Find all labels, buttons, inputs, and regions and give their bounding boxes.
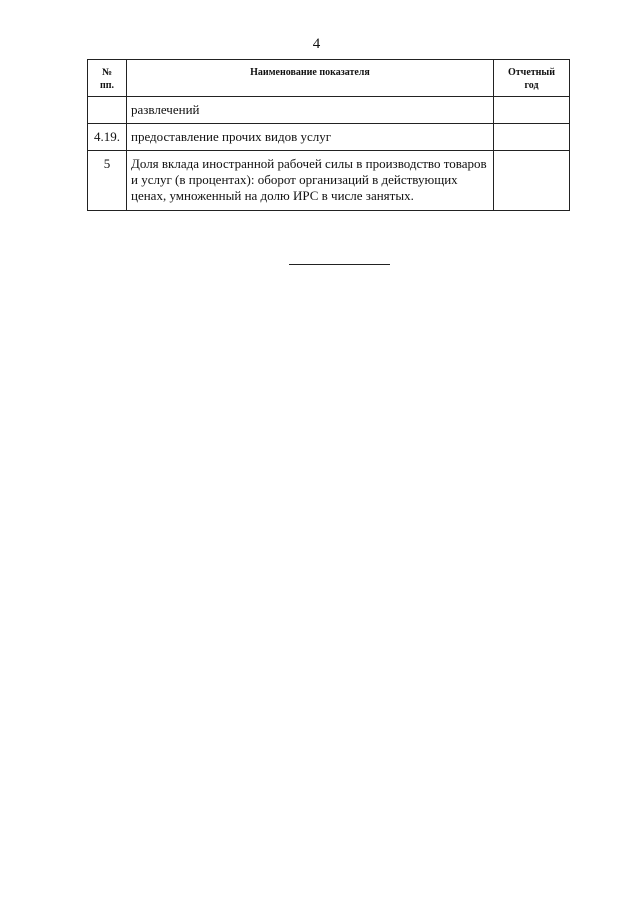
row-name: предоставление прочих видов услуг [127, 124, 494, 151]
indicators-table [87, 59, 570, 211]
row-value [494, 124, 570, 151]
end-of-document-line [289, 264, 390, 265]
page-number: 4 [312, 36, 321, 52]
row-value [494, 151, 570, 211]
header-value [494, 60, 570, 97]
row-number [88, 97, 127, 124]
row-name: развлечений [127, 97, 494, 124]
table-row [88, 151, 570, 211]
header-name: Наименование показателя [127, 60, 494, 97]
row-number: 5 [88, 151, 127, 211]
header-value-line1: Отчетный [507, 67, 555, 78]
table-row [88, 124, 570, 151]
table-row [88, 97, 570, 124]
row-name: Доля вклада иностранной рабочей силы в производство товаров и услуг (в процентах): оборот организаций в действующих ценах, умноженный на долю ИРС в числе занятых. [127, 151, 494, 211]
header-number-line1: № [101, 67, 113, 78]
row-number: 4.19. [88, 124, 127, 151]
header-number [88, 60, 127, 97]
header-value-line2: год [524, 80, 539, 91]
header-number-line2: пп. [99, 80, 115, 91]
table-header-row [88, 60, 570, 97]
row-value [494, 97, 570, 124]
